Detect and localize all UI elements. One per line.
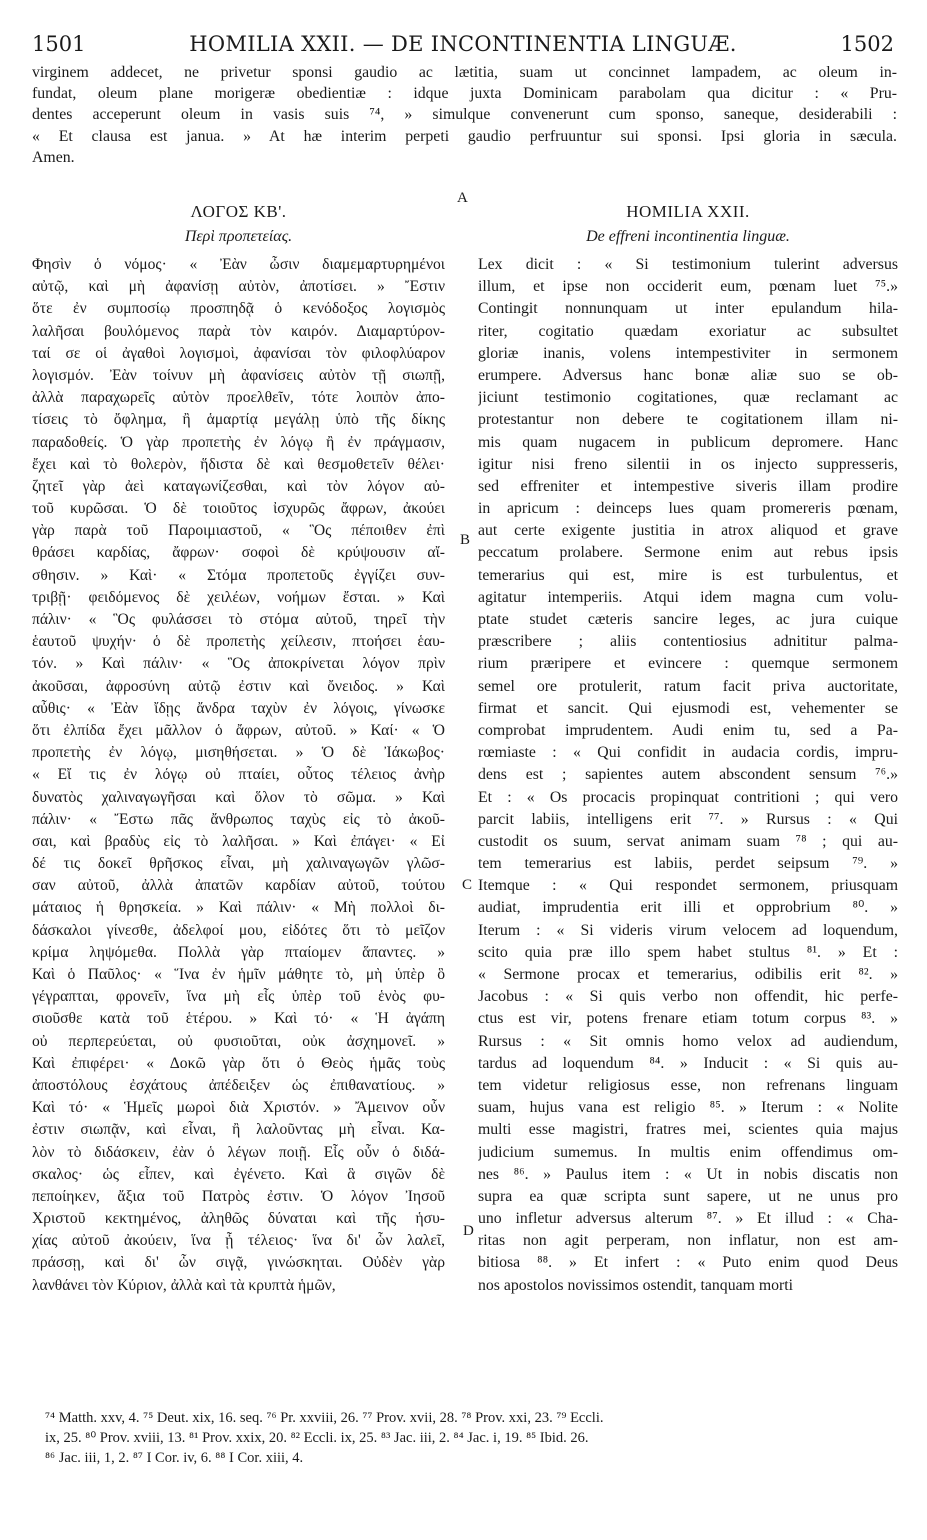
- greek-line: θράσει καρδίας, ἄφρων· σοφοὶ δὲ κρύψουσιν αἴ-: [32, 544, 445, 562]
- latin-line: erumpere. Adversus hanc bonæ aliæ suo se ob-: [478, 366, 898, 384]
- greek-title: ΛΟΓΟΣ ΚΒ'.: [190, 202, 287, 221]
- greek-line: ζητεῖ γὰρ ἀεὶ καταγωνίζεσθαι, καὶ τὸν λόγον αὐ-: [32, 477, 445, 495]
- latin-title: HOMILIA XXII.: [626, 202, 750, 221]
- latin-line: in apricum : deinceps lues quam promereris pœnam,: [478, 500, 898, 518]
- greek-line: ἀλλὰ παραχωρεῖς αὐτὸν προελθεῖν, τότε λοιπὸν ἀπο-: [32, 389, 445, 407]
- greek-line: δάσκαλοι γίνεσθε, ἀδελφοί μου, εἰδότες ὅτι τὸ μεῖζον: [32, 921, 445, 939]
- greek-line: « Εἴ τις ἐν λόγῳ οὐ πταίει, οὗτος τέλειος ἀνὴρ: [32, 766, 445, 784]
- greek-line: κρίμα ληψόμεθα. Πολλὰ γὰρ πταίομεν ἅπαντες. »: [32, 943, 445, 961]
- latin-line: firmat et sancit. Qui ejusmodi est, vehementer se: [478, 699, 898, 717]
- page-number-left: 1501: [32, 32, 86, 56]
- latin-line: illum, et ipse non occiderit eum, pœnam luet ⁷⁵.»: [478, 278, 898, 296]
- latin-line: agitatur intemperiis. Atqui idem magna cum volu-: [478, 588, 898, 606]
- greek-line: γέγραπται, φρονεῖν, ἵνα μὴ εἷς ὑπὲρ τοῦ ἑνὸς φυ-: [32, 988, 445, 1006]
- latin-line: Et : « Os procacis propinquat contritioni ; qui vero: [478, 788, 898, 806]
- greek-line: ὅτι ἐλπίδα ἔχει μᾶλλον ὁ ἄφρων, αὐτοῦ. » Καί· « Ὁ: [32, 721, 445, 739]
- greek-line: σθησιν. » Καὶ· « Στόμα προπετοῦς ἐγγίζει συν-: [32, 566, 445, 584]
- latin-line: Iterum : « Si videris virum velocem ad loquendum,: [478, 921, 898, 939]
- latin-line: bitiosa ⁸⁸. » Et infert : « Puto enim quod Deus: [478, 1254, 898, 1272]
- intro-line: dentes acceperunt oleum in vasis suis ⁷⁴, » simulque convenerunt cum sponso, saneque, desiderabili :: [32, 106, 897, 124]
- greek-line: δέ τις δοκεῖ θρῆσκος εἶναι, μὴ χαλιναγωγῶν γλῶσ-: [32, 855, 445, 873]
- latin-line: audiat, imprudentia erit illi et opprobrium ⁸⁰. »: [478, 899, 898, 917]
- latin-line: multi esse magistri, fratres mei, scientes quia majus: [478, 1121, 898, 1139]
- greek-line: προπετὴς ἐν λόγῳ, μισηθήσεται. » Ὁ δὲ Ἰάκωβος·: [32, 744, 445, 762]
- latin-line: Lex dicit : « Si testimonium tulerint adversus: [478, 256, 898, 273]
- greek-line: ὅτε ἐν συμποσίῳ προσπηδᾷ ὁ κενόδοξος λογισμὸς: [32, 300, 445, 318]
- intro-line: Amen.: [32, 148, 75, 166]
- greek-line: Καὶ ἐπιφέρει· « Δοκῶ γὰρ ὅτι ὁ Θεὸς ἡμᾶς τοὺς: [32, 1054, 445, 1072]
- latin-line: gloriæ inanis, volens intempestiviter in sermonem: [478, 344, 898, 362]
- latin-line: ritas non agit perperam, non inflatur, non est am-: [478, 1232, 898, 1250]
- footnotes: [45, 1408, 895, 1468]
- latin-line: dens est ; sapientes autem abscondent sensum ⁷⁶.»: [478, 766, 898, 784]
- latin-line: ctus est vir, potens frenare etiam totum corpus ⁸³. »: [478, 1010, 898, 1028]
- greek-line: πάλιν· « Ὃς φυλάσσει τὸ στόμα αὐτοῦ, τηρεῖ τὴν: [32, 611, 445, 628]
- latin-line: tem videtur religiosus esse, non refrenans linguam: [478, 1076, 898, 1094]
- page-header: [32, 32, 894, 58]
- latin-line: parcit labiis, intelligens erit ⁷⁷. » Rursus : « Qui: [478, 810, 898, 828]
- greek-line: ἀκοῦσαι, ἀφροσύνη αὐτῷ ἐστιν καὶ ὄνειδος. » Καὶ: [32, 677, 445, 695]
- intro-paragraph: [32, 62, 897, 168]
- latin-line: rium præripere et evincere : quemque sermonem: [478, 655, 898, 673]
- latin-text: [478, 254, 898, 1297]
- latin-line: suam, hujus vana est religio ⁸⁵. » Iterum : « Nolite: [478, 1099, 898, 1117]
- latin-line: riter, cogitatio quædam exoriatur ac subsultet: [478, 322, 898, 340]
- greek-column: [32, 200, 445, 1297]
- greek-line: σαν αὐτοῦ, ἀλλὰ ἀπατῶν καρδίαν αὐτοῦ, τούτου: [32, 877, 445, 895]
- latin-line: rœmiaste : « Qui confidit in audacia cordis, impru-: [478, 744, 898, 762]
- margin-mark-a: A: [457, 190, 468, 206]
- greek-line: λανθάνει τὸν Κύριον, ἀλλὰ καὶ τὰ κρυπτὰ ἡμῶν,: [32, 1276, 336, 1294]
- greek-line: ἐστιν σιωπᾷν, καὶ εἶναι, ἢ λαλοῦντας μὴ εἶναι. Κα-: [32, 1121, 445, 1139]
- latin-line: semel ore protulerit, ratum facit priva auctoritate,: [478, 677, 898, 695]
- greek-line: Χριστοῦ κεκτημένος, ἀληθῶς δύναται καὶ τῆς ἡσυ-: [32, 1210, 445, 1228]
- greek-line: τοῦ κυρῶσαι. Ὁ δὲ τοιοῦτος ἰσχυρῶς ἄφρων, ἀκούει: [32, 500, 445, 518]
- running-title: HOMILIA XXII. — DE INCONTINENTIA LINGUÆ.: [189, 32, 737, 56]
- intro-line: « Et clausa est janua. » At hæ interim perpeti gaudio perfruuntur sui sponsi. Ipsi gloria in sæcula.: [32, 127, 897, 145]
- greek-line: αὖθις· « Ἐὰν ἴδῃς ἄνδρα ταχὺν ἐν λόγοις, γίνωσκε: [32, 699, 445, 717]
- greek-line: μάταιος ἡ θρησκεία. » Καὶ πάλιν· « Μὴ πολλοὶ δι-: [32, 899, 445, 917]
- greek-line: χίας αὐτοῦ ἀκούειν, ἵνα ᾖ τέλειος· ἵνα δι' ὧν λαλεῖ,: [32, 1232, 445, 1250]
- greek-line: λογισμόν. Ἐὰν τοίνυν μὴ ἀφανίσεις αὐτὸν τῇ σιωπῇ,: [32, 366, 445, 384]
- greek-line: γὰρ παρὰ τοῦ Παροιμιαστοῦ, « Ὃς πέποιθεν ἐπὶ: [32, 522, 445, 540]
- latin-line: ptate studet cæteris sancire leges, ac jura cuique: [478, 611, 898, 628]
- greek-text: [32, 254, 445, 1297]
- page-number-right: 1502: [840, 32, 894, 56]
- latin-line: supra ea quæ scripta sunt sapere, ut ne unus pro: [478, 1187, 898, 1205]
- footnote-line: ⁸⁶ Jac. iii, 1, 2. ⁸⁷ I Cor. iv, 6. ⁸⁸ I Cor. xiii, 4.: [45, 1450, 304, 1466]
- greek-line: αὐτῷ, καὶ μὴ ἀφανίσῃ αὐτὸν, ἀποτίσει. » Ἔστιν: [32, 278, 445, 296]
- latin-line: jiciunt testimonio cogitationes, quæ reclamant ac: [478, 389, 898, 407]
- latin-line: custodit os suum, servat animam suam ⁷⁸ ; qui au-: [478, 832, 898, 850]
- greek-line: σιοῦσθε κατὰ τοῦ ἑτέρου. » Καὶ τό· « Ἡ ἀγάπη: [32, 1010, 445, 1028]
- latin-subtitle: De effreni incontinentia linguæ.: [586, 228, 790, 245]
- latin-line: aut certe exigente justitia in atrox aliquod et grave: [478, 522, 898, 540]
- latin-column: [478, 200, 898, 1297]
- latin-line: nes ⁸⁶. » Paulus item : « Ut in nobis discatis non: [478, 1165, 898, 1183]
- latin-line: scito quia præ illo spem habet stultus ⁸¹. » Et :: [478, 943, 898, 961]
- greek-line: σαι, καὶ βραδὺς εἰς τὸ λαλῆσαι. » Καὶ ἐπάγει· « Εἰ: [32, 832, 445, 850]
- greek-subtitle: Περὶ προπετείας.: [184, 228, 293, 245]
- latin-line: uno infletur adversus alterum ⁸⁷. » Et illud : « Cha-: [478, 1210, 898, 1228]
- latin-line: judicium sumemus. In multis enim offendimus om-: [478, 1143, 898, 1161]
- latin-line: tem temerarius est labiis, perdet seipsum ⁷⁹. »: [478, 855, 898, 873]
- greek-line: δυνατὸς χαλιναγωγῆσαι καὶ ὅλον τὸ σῶμα. » Καὶ: [32, 788, 445, 806]
- latin-line: Rursus : « Sit omnis homo velox ad audiendum,: [478, 1032, 898, 1050]
- greek-line: πράσσῃ, καὶ δι' ὧν σιγᾷ, γινώσκηται. Οὐδὲν γὰρ: [32, 1254, 445, 1272]
- margin-mark-c: C: [462, 877, 473, 893]
- greek-line: πεποίηκεν, ἄξια τοῦ Πατρὸς ἐστιν. Ὁ λόγον Ἰησοῦ: [32, 1187, 445, 1205]
- greek-line: παραδοθείς. Ὁ γὰρ προπετὴς ἐν λόγῳ ἢ ἐν πράγμασιν,: [32, 433, 445, 451]
- greek-line: Καὶ τό· « Ἡμεῖς μωροὶ διὰ Χριστόν. » Ἄμεινον οὖν: [32, 1099, 445, 1117]
- latin-line: mis quam nugacem in publicum depromere. Hanc: [478, 433, 898, 451]
- greek-line: τίσεις τὸ ὄφλημα, ἢ ἁμαρτίᾳ μεγάλῃ ὑπὸ τῆς δίκης: [32, 411, 445, 429]
- latin-line: temerarius qui est, mire is est turbulentus, et: [478, 566, 898, 584]
- greek-line: πάλιν· « Ἔστω πᾶς ἄνθρωπος ταχὺς εἰς τὸ ἀκοῦ-: [32, 810, 445, 828]
- greek-line: τόν. » Καὶ πάλιν· « Ὃς ἀποκρίνεται λόγον πρὶν: [32, 655, 445, 673]
- greek-line: σκαλος· ὡς εἶπεν, καὶ ἐγένετο. Καὶ ἃ σιγῶν δὲ: [32, 1165, 445, 1183]
- latin-line: Itemque : « Qui respondet sermonem, priusquam: [478, 877, 898, 895]
- greek-line: Φησὶν ὁ νόμος· « Ἐὰν ὦσιν διαμεμαρτυρημένοι: [32, 256, 445, 273]
- greek-line: Καὶ ὁ Παῦλος· « Ἵνα ἐν ἡμῖν μάθητε τὸ, μὴ ὑπὲρ ὃ: [32, 966, 445, 983]
- latin-line: tardus ad loquendum ⁸⁴. » Inducit : « Si quis au-: [478, 1054, 898, 1072]
- greek-line: ἀποστόλους ἐσχάτους ἀπέδειξεν ὡς ἐπιθανατίους. »: [32, 1076, 445, 1094]
- footnote-line: ⁷⁴ Matth. xxv, 4. ⁷⁵ Deut. xix, 16. seq. ⁷⁶ Pr. xxviii, 26. ⁷⁷ Prov. xvii, 28. ⁷⁸ Prov. xxi, 23. ⁷⁹ Eccli.: [45, 1410, 604, 1426]
- greek-line: ταί σε οἱ ἀγαθοὶ λογισμοὶ, ἀφανίσαι τὸν φιλοφλύαρον: [32, 344, 445, 362]
- latin-line: præscribere ; aliis contentiosius adnititur palma-: [478, 633, 898, 651]
- latin-line: « Sermone procax et temerarius, odibilis erit ⁸². »: [478, 966, 898, 983]
- latin-line: nos apostolos novissimos ostendit, tanquam morti: [478, 1276, 794, 1294]
- intro-line: virginem addecet, ne privetur sponsi gaudio ac lætitia, suam ut concinnet lampadem, ac oleum in-: [32, 64, 897, 81]
- latin-line: sed effreniter et intempestive siveris illam prodire: [478, 477, 898, 495]
- latin-line: igitur nisi freno silentii in os injecto suppresseris,: [478, 455, 898, 473]
- greek-line: οὐ περπερεύεται, οὐ φυσιοῦται, οὐκ ἀσχημονεῖ. »: [32, 1032, 445, 1050]
- greek-line: ἑαυτοῦ ψυχήν· ὁ δὲ προπετὴς χείλεσιν, πτοήσει ἑαυ-: [32, 633, 445, 651]
- greek-line: ἔχει καὶ τὸ θολερὸν, ἥδιστα δὲ καὶ θεσμοθετεῖν θέλει·: [32, 455, 445, 473]
- latin-line: Jacobus : « Si quis verbo non offendit, hic perfe-: [478, 988, 898, 1006]
- margin-mark-b: B: [460, 532, 471, 548]
- latin-line: peccatum prolabere. Sermone enim aut rebus ipsis: [478, 544, 898, 562]
- latin-line: comprobat imprudentem. Audi enim tu, sed a Pa-: [478, 721, 898, 739]
- margin-mark-d: D: [463, 1223, 474, 1239]
- footnote-line: ix, 25. ⁸⁰ Prov. xviii, 13. ⁸¹ Prov. xxix, 20. ⁸² Eccli. ix, 25. ⁸³ Jac. iii, 2. ⁸⁴ Jac. i, 19. ⁸⁵ Ibid. 26.: [45, 1430, 589, 1446]
- greek-line: τριβῇ· φειδόμενος δὲ χειλέων, νοήμων ἔσται. » Καὶ: [32, 588, 445, 606]
- greek-line: λὸν τὸ διδάσκειν, ἐὰν ὁ λέγων ποιῇ. Εἷς οὖν ὁ διδά-: [32, 1143, 445, 1161]
- greek-line: λαλῆσαι βουλόμενος παρὰ τὸν καιρόν. Διαμαρτύρον-: [32, 322, 445, 340]
- latin-line: protestantur non debere te cogitationem illam ni-: [478, 411, 898, 429]
- intro-line: fundat, oleum plane morigeræ obedientiæ : idque juxta Dominicam parabolam qua dicitur : « Pru-: [32, 85, 897, 103]
- latin-line: Contingit nonnunquam ut inter epulandum hila-: [478, 300, 898, 318]
